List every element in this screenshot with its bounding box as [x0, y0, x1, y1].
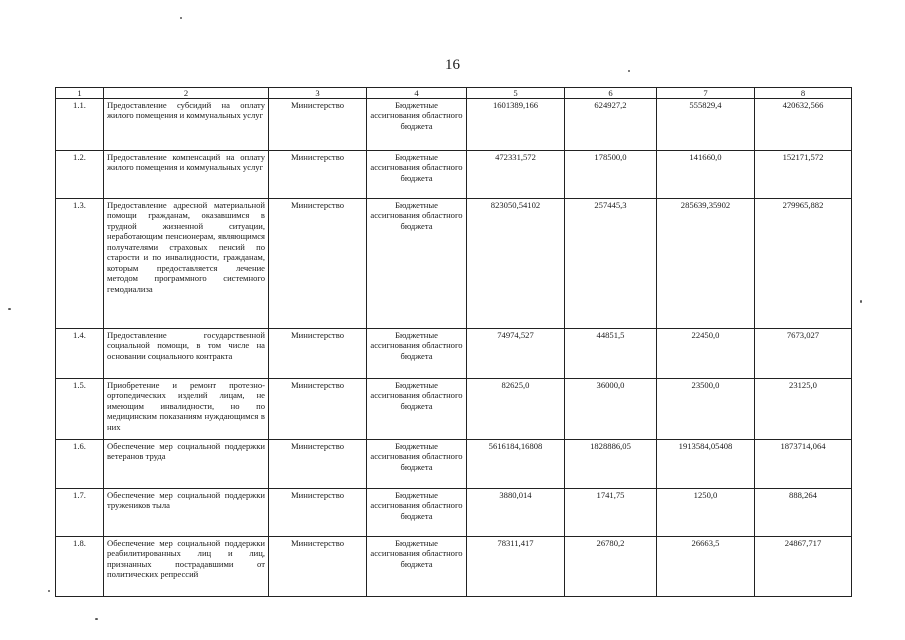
column-header: 2: [104, 88, 269, 99]
table-row: [56, 151, 852, 199]
row-number: 1.2.: [56, 151, 104, 199]
total-amount: 5616184,16808: [467, 440, 565, 489]
total-amount: 78311,417: [467, 537, 565, 597]
row-number: 1.3.: [56, 199, 104, 329]
year-2-amount: 285639,35902: [657, 199, 755, 329]
total-amount: 74974,527: [467, 329, 565, 379]
year-1-amount: 44851,5: [565, 329, 657, 379]
row-number: 1.4.: [56, 329, 104, 379]
year-3-amount: 420632,566: [755, 99, 852, 151]
column-header: 4: [367, 88, 467, 99]
year-1-amount: 1828886,05: [565, 440, 657, 489]
year-2-amount: 26663,5: [657, 537, 755, 597]
responsible-executor: Министерство: [269, 199, 367, 329]
funding-source: Бюджетные ассигнования областного бюджета: [367, 151, 467, 199]
table-row: [56, 199, 852, 329]
funding-source: Бюджетные ассигнования областного бюджета: [367, 199, 467, 329]
year-3-amount: 888,264: [755, 489, 852, 537]
year-1-amount: 36000,0: [565, 379, 657, 440]
year-3-amount: 279965,882: [755, 199, 852, 329]
table-row: [56, 537, 852, 597]
year-2-amount: 141660,0: [657, 151, 755, 199]
year-1-amount: 1741,75: [565, 489, 657, 537]
column-header: 6: [565, 88, 657, 99]
year-2-amount: 555829,4: [657, 99, 755, 151]
column-header: 1: [56, 88, 104, 99]
year-3-amount: 24867,717: [755, 537, 852, 597]
funding-source: Бюджетные ассигнования областного бюджета: [367, 440, 467, 489]
scan-speck: [860, 300, 862, 303]
scan-speck: [8, 308, 11, 310]
table-row: [56, 379, 852, 440]
row-number: 1.1.: [56, 99, 104, 151]
scan-speck: [180, 17, 182, 19]
measure-description: Обеспечение мер социальной поддержки реабилитированных лиц и лиц, признанных пострадавшими от политических репрессий: [104, 537, 269, 597]
measure-description: Обеспечение мер социальной поддержки ветеранов труда: [104, 440, 269, 489]
funding-source: Бюджетные ассигнования областного бюджета: [367, 537, 467, 597]
funding-source: Бюджетные ассигнования областного бюджета: [367, 329, 467, 379]
column-header: 8: [755, 88, 852, 99]
year-1-amount: 624927,2: [565, 99, 657, 151]
row-number: 1.5.: [56, 379, 104, 440]
table-header-row: [56, 88, 852, 99]
row-number: 1.8.: [56, 537, 104, 597]
total-amount: 1601389,166: [467, 99, 565, 151]
year-2-amount: 22450,0: [657, 329, 755, 379]
row-number: 1.6.: [56, 440, 104, 489]
column-header: 5: [467, 88, 565, 99]
table-row: [56, 489, 852, 537]
scan-speck: [48, 590, 50, 592]
measure-description: Предоставление компенсаций на оплату жилого помещения и коммунальных услуг: [104, 151, 269, 199]
year-1-amount: 178500,0: [565, 151, 657, 199]
scan-speck: [95, 618, 98, 620]
row-number: 1.7.: [56, 489, 104, 537]
column-header: 7: [657, 88, 755, 99]
total-amount: 82625,0: [467, 379, 565, 440]
responsible-executor: Министерство: [269, 151, 367, 199]
year-2-amount: 1913584,05408: [657, 440, 755, 489]
year-2-amount: 23500,0: [657, 379, 755, 440]
year-1-amount: 26780,2: [565, 537, 657, 597]
responsible-executor: Министерство: [269, 489, 367, 537]
year-1-amount: 257445,3: [565, 199, 657, 329]
measure-description: Приобретение и ремонт протезно-ортопедических изделий лицам, не имеющим инвалидности, но по медицинским показаниям нуждающимся в них: [104, 379, 269, 440]
responsible-executor: Министерство: [269, 440, 367, 489]
year-3-amount: 7673,027: [755, 329, 852, 379]
scan-speck: [628, 70, 630, 72]
measure-description: Обеспечение мер социальной поддержки тружеников тыла: [104, 489, 269, 537]
year-3-amount: 152171,572: [755, 151, 852, 199]
year-3-amount: 23125,0: [755, 379, 852, 440]
measure-description: Предоставление адресной материальной помощи гражданам, оказавшимся в трудной жизненной ситуации, неработающим пенсионерам, являющимся получателями страховых пенсий по старости и по инвалидности, гражданам, которым предоставляется лечение методом программного системного гемодиализа: [104, 199, 269, 329]
budget-table: [55, 87, 852, 597]
funding-source: Бюджетные ассигнования областного бюджета: [367, 379, 467, 440]
total-amount: 823050,54102: [467, 199, 565, 329]
table-row: [56, 329, 852, 379]
table-row: [56, 99, 852, 151]
total-amount: 3880,014: [467, 489, 565, 537]
funding-source: Бюджетные ассигнования областного бюджета: [367, 99, 467, 151]
year-3-amount: 1873714,064: [755, 440, 852, 489]
measure-description: Предоставление государственной социальной помощи, в том числе на основании социального контракта: [104, 329, 269, 379]
total-amount: 472331,572: [467, 151, 565, 199]
responsible-executor: Министерство: [269, 379, 367, 440]
measure-description: Предоставление субсидий на оплату жилого помещения и коммунальных услуг: [104, 99, 269, 151]
page-number: 16: [445, 57, 460, 73]
year-2-amount: 1250,0: [657, 489, 755, 537]
column-header: 3: [269, 88, 367, 99]
responsible-executor: Министерство: [269, 329, 367, 379]
funding-source: Бюджетные ассигнования областного бюджета: [367, 489, 467, 537]
table-row: [56, 440, 852, 489]
responsible-executor: Министерство: [269, 537, 367, 597]
responsible-executor: Министерство: [269, 99, 367, 151]
